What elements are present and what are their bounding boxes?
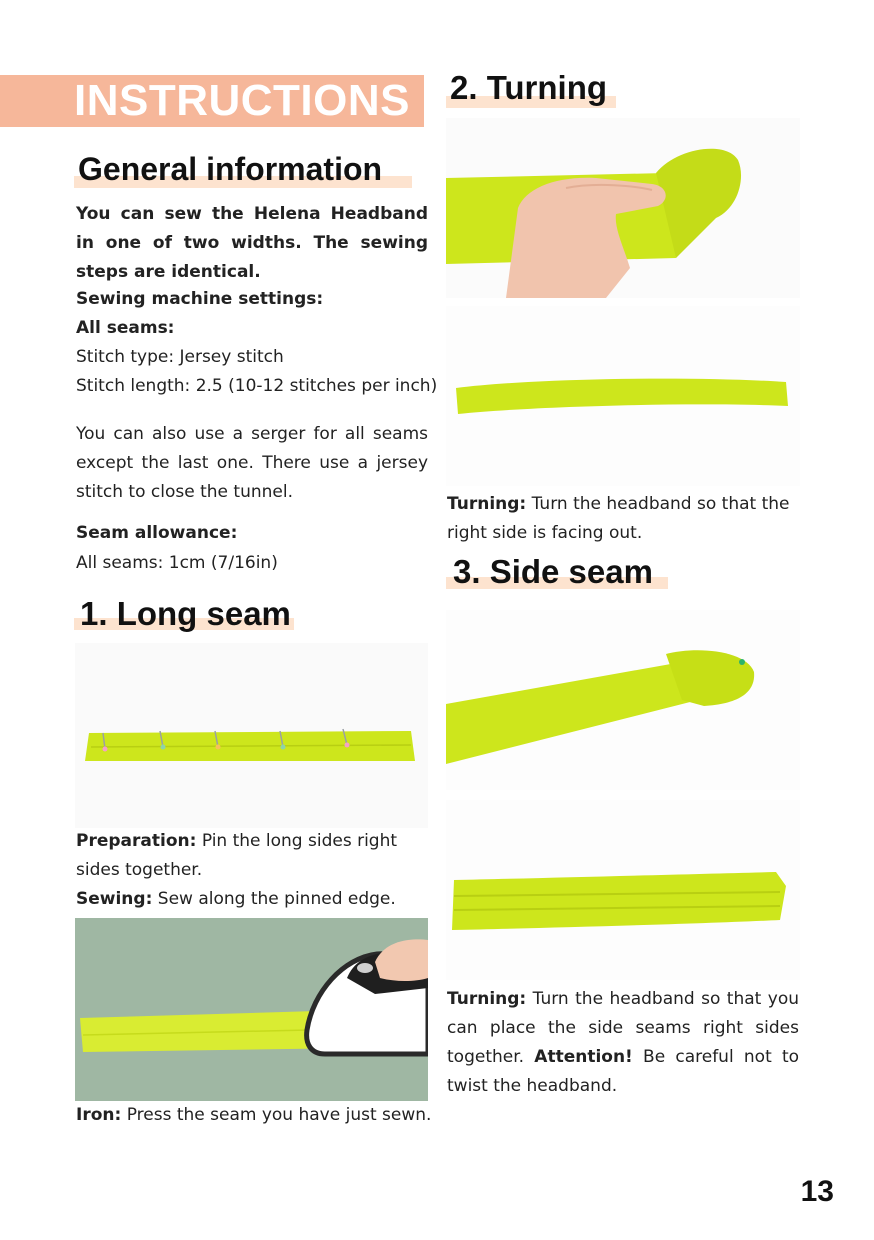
sewing-text: Sewing: Sew along the pinned edge. <box>76 889 396 909</box>
long-seam-heading: 1. Long seam <box>80 595 291 632</box>
turned-headband-photo <box>446 306 800 486</box>
seam-allowance-label: Seam allowance: <box>76 523 238 543</box>
turning-hand-photo <box>446 118 800 298</box>
side-seams-together-photo <box>446 800 800 980</box>
page-title: INSTRUCTIONS <box>74 76 410 125</box>
turning-text: Turning: Turn the headband so that the right side is facing out. <box>447 494 790 543</box>
seam-allowance-value: All seams: 1cm (7/16in) <box>76 553 278 573</box>
serger-note: You can also use a serger for all seams except the last one. There use a jersey stitch to close the tunnel. <box>76 424 428 502</box>
iron-text: Iron: Press the seam you have just sewn. <box>76 1105 432 1125</box>
turning-heading: 2. Turning <box>450 69 608 106</box>
side-seam-text: Turning: Turn the headband so that you can place the side seams right sides together. Attention! Be careful not to twist the headband. <box>447 989 800 1096</box>
stitch-type: Stitch type: Jersey stitch <box>76 347 284 367</box>
preparation-text: Preparation: Pin the long sides right sides together. <box>76 831 398 880</box>
general-information-heading: General information <box>78 151 383 187</box>
pinned-headband-photo <box>75 643 428 828</box>
intro-text: You can sew the Helena Headband in one of two widths. The sewing steps are identical. <box>76 204 428 282</box>
side-seam-fold-photo <box>446 610 800 790</box>
page-number: 13 <box>800 1175 834 1208</box>
side-seam-heading: 3. Side seam <box>453 553 653 590</box>
all-seams-label: All seams: <box>76 318 175 338</box>
machine-settings-label: Sewing machine settings: <box>76 289 324 309</box>
stitch-length: Stitch length: 2.5 (10-12 stitches per inch) <box>76 376 438 396</box>
ironing-photo <box>75 918 428 1101</box>
